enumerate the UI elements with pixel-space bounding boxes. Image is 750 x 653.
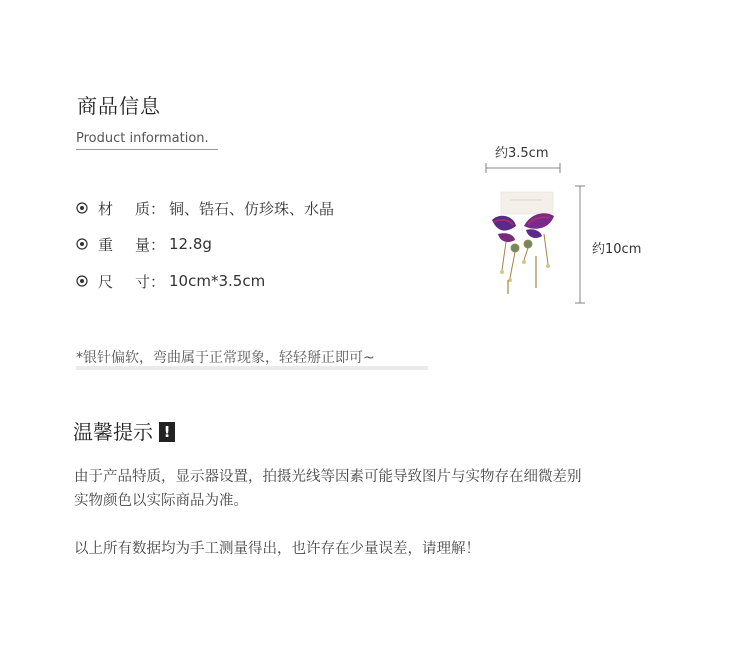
circle-dot-icon bbox=[76, 275, 88, 287]
spec-label-char: 重 bbox=[98, 235, 114, 254]
tips-heading bbox=[73, 418, 175, 446]
spec-value: 铜、锆石、仿珍珠、水晶 bbox=[169, 199, 335, 218]
circle-dot-icon bbox=[76, 238, 88, 250]
spec-label-char: 尺 bbox=[98, 272, 114, 291]
circle-dot-icon bbox=[76, 202, 88, 214]
care-note: *银针偏软，弯曲属于正常现象，轻轻掰正即可~ bbox=[76, 350, 375, 366]
spec-colon: ： bbox=[150, 272, 166, 291]
spec-colon: ： bbox=[150, 235, 166, 254]
spec-colon: ： bbox=[150, 199, 166, 218]
page-subtitle: Product information. bbox=[76, 131, 209, 146]
tips-line: 实物颜色以实际商品为准。 bbox=[74, 493, 248, 509]
spec-label-char: 寸 bbox=[134, 272, 150, 291]
spec-label bbox=[98, 271, 150, 292]
spec-label-char: 质 bbox=[134, 199, 150, 218]
right-earring bbox=[522, 213, 554, 288]
height-dimension-line bbox=[575, 186, 585, 303]
spec-row-weight bbox=[76, 232, 212, 256]
spec-value: 12.8g bbox=[169, 235, 212, 253]
spec-row-size bbox=[76, 269, 265, 293]
spec-label bbox=[98, 234, 150, 255]
spec-label-char: 量 bbox=[134, 235, 150, 254]
spec-value: 10cm*3.5cm bbox=[169, 272, 266, 290]
spec-row-material bbox=[76, 196, 334, 220]
earring-card bbox=[501, 192, 553, 214]
exclamation-icon: ! bbox=[159, 422, 175, 442]
left-earring bbox=[492, 216, 519, 294]
page-title: 商品信息 bbox=[77, 94, 161, 118]
width-dimension-line bbox=[486, 163, 560, 173]
subtitle-underline bbox=[76, 149, 218, 150]
width-dimension-label: 约3.5cm bbox=[495, 146, 549, 161]
spec-label bbox=[98, 198, 150, 219]
tips-line: 由于产品特质，显示器设置，拍摄光线等因素可能导致图片与实物存在细微差别 bbox=[74, 469, 582, 485]
tips-line: 以上所有数据均为手工测量得出，也许存在少量误差，请理解！ bbox=[74, 541, 480, 557]
butterfly-earrings-image bbox=[484, 160, 594, 310]
spec-label-char: 材 bbox=[98, 199, 114, 218]
height-dimension-label: 约10cm bbox=[592, 242, 642, 257]
tips-title: 温馨提示 bbox=[73, 420, 153, 444]
